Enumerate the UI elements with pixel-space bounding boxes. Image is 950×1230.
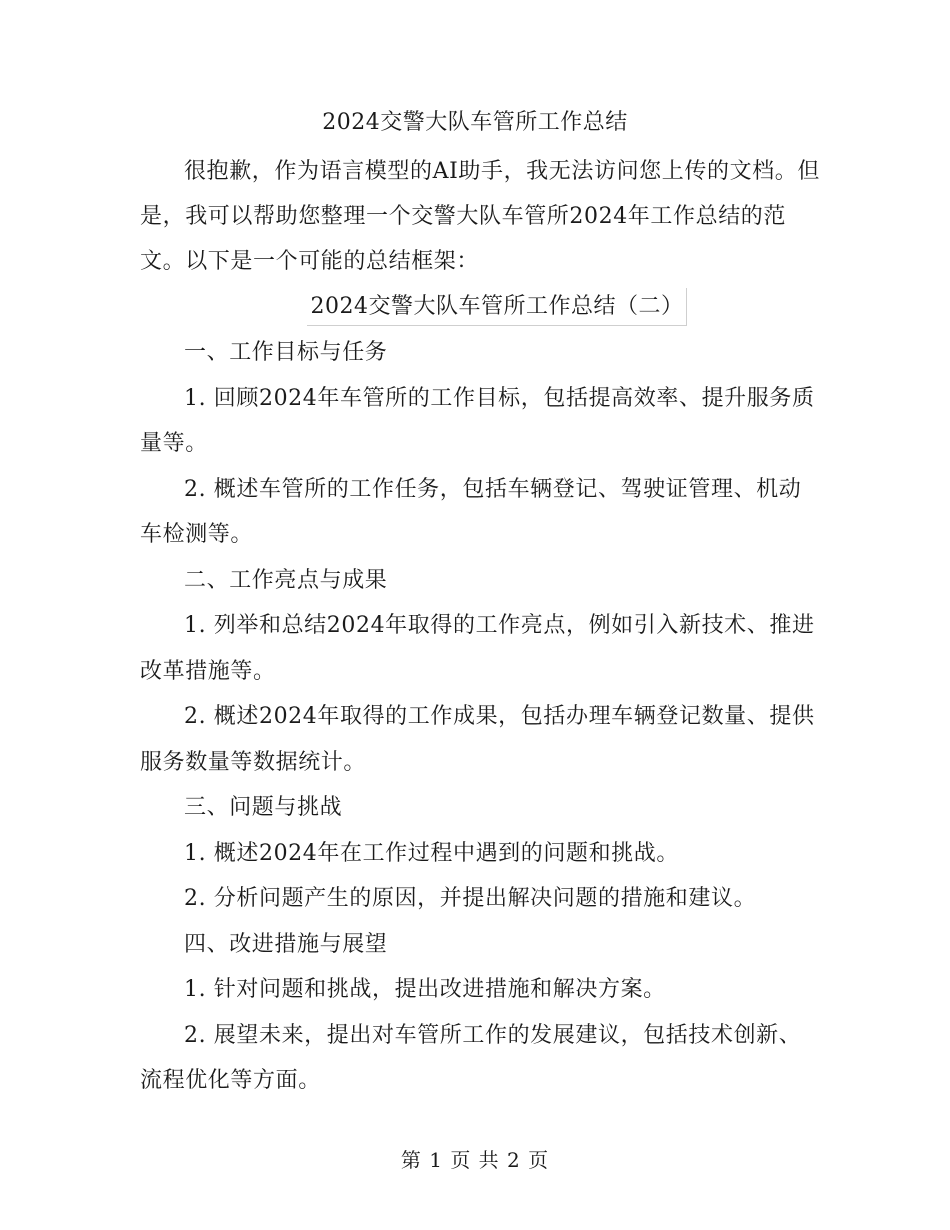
list-item: 2. 展望未来，提出对车管所工作的发展建议，包括技术创新、流程优化等方面。 xyxy=(140,1022,802,1093)
list-item: 2. 概述2024年取得的工作成果，包括办理车辆登记数量、提供服务数量等数据统计。 xyxy=(140,704,815,775)
section-heading: 二、工作亮点与成果 xyxy=(184,567,388,593)
list-item: 2. 分析问题产生的原因，并提出解决问题的措施和建议。 xyxy=(184,886,757,911)
section-heading: 四、改进措施与展望 xyxy=(184,931,388,957)
list-item: 1. 针对问题和挑战，提出改进措施和解决方案。 xyxy=(184,977,666,1002)
intro-paragraph: 很抱歉，作为语言模型的AI助手，我无法访问您上传的文档。但是，我可以帮助您整理一个交警大队车管所2024年工作总结的范文。以下是一个可能的总结框架： xyxy=(140,159,820,274)
list-item: 1. 列举和总结2024年取得的工作亮点，例如引入新技术、推进改革措施等。 xyxy=(140,613,815,684)
document-subtitle: 2024交警大队车管所工作总结（二） xyxy=(310,294,684,319)
list-item: 2. 概述车管所的工作任务，包括车辆登记、驾驶证管理、机动车检测等。 xyxy=(140,476,802,547)
page-number-footer: 第 1 页 共 2 页 xyxy=(400,1148,550,1172)
list-item: 1. 回顾2024年车管所的工作目标，包括提高效率、提升服务质量等。 xyxy=(140,385,815,456)
section-heading: 一、工作目标与任务 xyxy=(184,340,388,365)
section-heading: 三、问题与挑战 xyxy=(184,795,343,820)
document-body xyxy=(140,330,820,1104)
document-title: 2024交警大队车管所工作总结 xyxy=(322,110,628,135)
list-item: 1. 概述2024年在工作过程中遇到的问题和挑战。 xyxy=(184,840,679,866)
